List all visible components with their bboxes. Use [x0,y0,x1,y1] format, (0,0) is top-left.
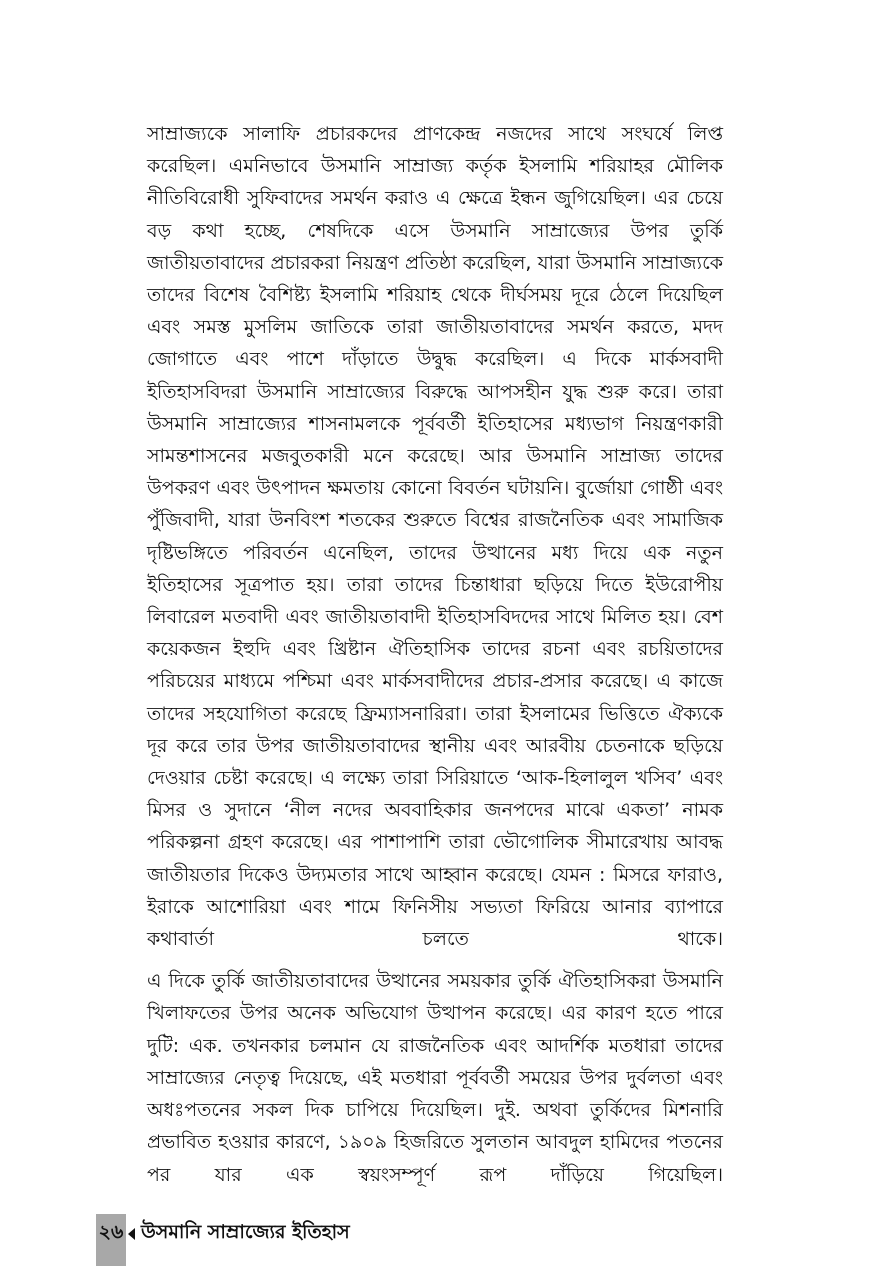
paragraph-1: সাম্রাজ্যকে সালাফি প্রচারকদের প্রাণকেন্দ্র নজদের সাথে সংঘর্ষে লিপ্ত করেছিল। এমনিভাবে উসমানি সাম্রাজ্য কর্তৃক ইসলামি শরিয়াহর মৌলিক নীতিবিরোধী সুফিবাদের সমর্থন করাও এ ক্ষেত্রে ইন্ধন জুগিয়েছিল। এর চেয়ে বড় কথা হচ্ছে, শেষদিকে এসে উসমানি সাম্রাজ্যের উপর তুর্কি জাতীয়তাবাদের প্রচারকরা নিয়ন্ত্রণ প্রতিষ্ঠা করেছিল, যারা উসমানি সাম্রাজ্যকে তাদের বিশেষ বৈশিষ্ট্য ইসলামি শরিয়াহ থেকে দীর্ঘসময় দূরে ঠেলে দিয়েছিল এবং সমস্ত মুসলিম জাতিকে তারা জাতীয়তাবাদের সমর্থন করতে, মদদ জোগাতে এবং পাশে দাঁড়াতে উদ্বুদ্ধ করেছিল। এ দিকে মার্কসবাদী ইতিহাসবিদরা উসমানি সাম্রাজ্যের বিরুদ্ধে আপসহীন যুদ্ধ শুরু করে। তারা উসমানি সাম্রাজ্যের শাসনামলকে পূর্ববর্তী ইতিহাসের মধ্যভাগ নিয়ন্ত্রণকারী সামন্তশাসনের মজবুতকারী মনে করেছে। আর উসমানি সাম্রাজ্য তাদের উপকরণ এবং উৎপাদন ক্ষমতায় কোনো বিবর্তন ঘটায়নি। বুর্জোয়া গোষ্ঠী এবং পুঁজিবাদী, যারা উনবিংশ শতকের শুরুতে বিশ্বের রাজনৈতিক এবং সামাজিক দৃষ্টিভঙ্গিতে পরিবর্তন এনেছিল, তাদের উত্থানের মধ্য দিয়ে এক নতুন ইতিহাসের সূত্রপাত হয়। তারা তাদের চিন্তাধারা ছড়িয়ে দিতে ইউরোপীয় লিবারেল মতবাদী এবং জাতীয়তাবাদী ইতিহাসবিদদের সাথে মিলিত হয়। বেশ কয়েকজন ইহুদি এবং খ্রিষ্টান ঐতিহাসিক তাদের রচনা এবং রচয়িতাদের পরিচয়ের মাধ্যমে পশ্চিমা এবং মার্কসবাদীদের প্রচার-প্রসার করেছে। এ কাজে তাদের সহযোগিতা করেছে ফ্রিম্যাসনারিরা। তারা ইসলামের ভিত্তিতে ঐক্যকে দূর করে তার উপর জাতীয়তাবাদের স্থানীয় এবং আরবীয় চেতনাকে ছড়িয়ে দেওয়ার চেষ্টা করেছে। এ লক্ষ্যে তারা সিরিয়াতে ‘আক-হিলালুল খসিব’ এবং মিসর ও সুদানে ‘নীল নদের অববাহিকার জনপদের মাঝে একতা’ নামক পরিকল্পনা গ্রহণ করেছে। এর পাশাপাশি তারা ভৌগোলিক সীমারেখায় আবদ্ধ জাতীয়তার দিকেও উদ্যমতার সাথে আহ্বান করেছে। যেমন : মিসরে ফারাও, ইরাকে আশোরিয়া এবং শামে ফিনিসীয় সভ্যতা ফিরিয়ে আনার ব্যাপারে কথাবার্তা চলতে থাকে। [147,123,723,951]
page-body [147,118,723,1191]
triangle-left-icon [128,1228,135,1240]
page-footer [96,1217,350,1251]
running-title: উসমানি সাম্রাজ্যের ইতিহাস [141,1221,350,1243]
paragraph-2: এ দিকে তুর্কি জাতীয়তাবাদের উত্থানের সময়কার তুর্কি ঐতিহাসিকরা উসমানি খিলাফতের উপর অনেক অভিযোগ উত্থাপন করেছে। এর কারণ হতে পারে দুটি: এক. তখনকার চলমান যে রাজনৈতিক এবং আদর্শিক মতধারা তাদের সাম্রাজ্যের নেতৃত্ব দিয়েছে, এই মতধারা পূর্ববর্তী সময়ের উপর দুর্বলতা এবং অধঃপতনের সকল দিক চাপিয়ে দিয়েছিল। দুই. অথবা তুর্কিদের মিশনারি প্রভাবিত হওয়ার কারণে, ১৯০৯ হিজরিতে সুলতান আবদুল হামিদের পতনের পর যার এক স্বয়ংসম্পূর্ণ রূপ দাঁড়িয়ে গিয়েছিল। [147,970,723,1186]
page-number: ২৬ [98,1221,124,1243]
